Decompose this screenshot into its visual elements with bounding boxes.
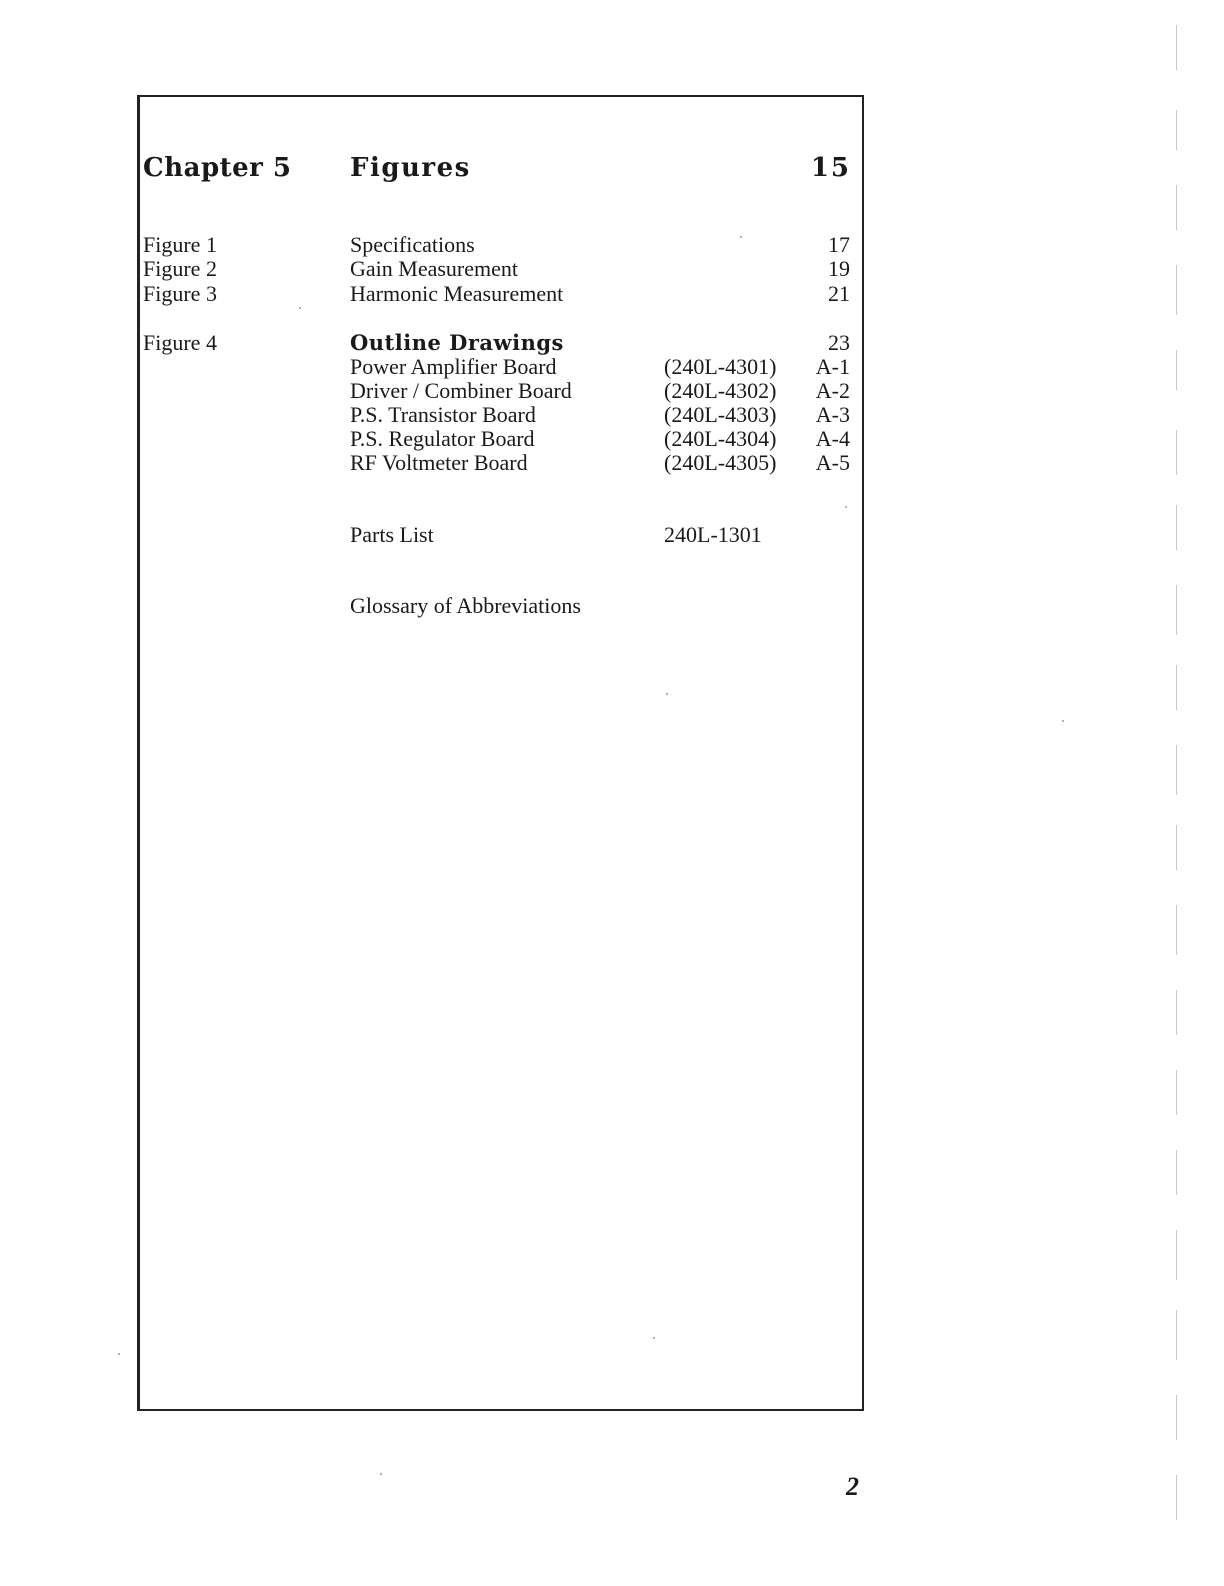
drawing-title: RF Voltmeter Board <box>350 450 528 475</box>
figure-page-number: 21 <box>828 281 850 306</box>
figure-title: Specifications <box>350 232 475 257</box>
drawing-code: (240L-4305) <box>664 450 777 475</box>
figure-page-number: 17 <box>828 232 850 257</box>
drawing-page-number: A-1 <box>815 354 850 379</box>
drawing-code: (240L-4304) <box>664 426 777 451</box>
scan-speck <box>299 307 301 309</box>
scan-mark <box>1176 990 1177 1035</box>
figure-label: Figure 2 <box>143 256 217 281</box>
outline-drawings-heading: Outline Drawings <box>350 330 564 355</box>
drawing-page-number: A-2 <box>815 378 850 403</box>
page-number: 2 <box>846 1472 859 1501</box>
drawing-page-number: A-4 <box>815 426 850 451</box>
drawing-code: (240L-4301) <box>664 354 777 379</box>
scan-mark <box>1176 905 1177 955</box>
scan-mark <box>1176 1310 1177 1360</box>
scan-mark <box>1176 1150 1177 1195</box>
scan-speck <box>653 1337 655 1339</box>
figure-label: Figure 3 <box>143 281 217 306</box>
scan-mark <box>1176 265 1177 315</box>
scan-mark <box>1176 350 1177 390</box>
scan-mark <box>1176 110 1177 150</box>
drawing-page-number: A-3 <box>815 402 850 427</box>
scan-speck <box>118 1353 120 1355</box>
figure-page-number: 19 <box>828 256 850 281</box>
drawing-title: P.S. Regulator Board <box>350 426 535 451</box>
scan-mark <box>1176 745 1177 795</box>
drawing-title: P.S. Transistor Board <box>350 402 536 427</box>
drawing-code: (240L-4302) <box>664 378 777 403</box>
scan-speck <box>380 1473 382 1475</box>
scan-mark <box>1176 185 1177 230</box>
parts-list-code: 240L-1301 <box>664 522 762 547</box>
scan-mark <box>1176 505 1177 550</box>
parts-list-title: Parts List <box>350 522 434 547</box>
scan-edge-marks <box>1172 25 1184 1525</box>
glossary-title: Glossary of Abbreviations <box>350 593 581 618</box>
figure-title: Harmonic Measurement <box>350 281 564 306</box>
scan-speck <box>740 236 742 238</box>
outline-page-number: 23 <box>828 330 850 355</box>
scan-mark <box>1176 825 1177 870</box>
drawing-code: (240L-4303) <box>664 402 777 427</box>
chapter-label: Chapter 5 <box>143 153 292 183</box>
figure-label: Figure 1 <box>143 232 217 257</box>
chapter-title: Figures <box>350 153 471 183</box>
figure-title: Gain Measurement <box>350 256 518 281</box>
chapter-page-number: 15 <box>810 153 851 183</box>
scan-mark <box>1176 1230 1177 1280</box>
scan-mark <box>1176 25 1177 70</box>
scan-mark <box>1176 1070 1177 1115</box>
scan-mark <box>1176 585 1177 635</box>
drawing-title: Power Amplifier Board <box>350 354 557 379</box>
scan-speck <box>666 693 668 695</box>
scan-mark <box>1176 1475 1177 1520</box>
figure-label: Figure 4 <box>143 330 217 355</box>
scan-speck <box>845 506 847 508</box>
scan-mark <box>1176 1395 1177 1440</box>
scan-speck <box>1062 720 1064 722</box>
drawing-title: Driver / Combiner Board <box>350 378 572 403</box>
scan-mark <box>1176 430 1177 475</box>
drawing-page-number: A-5 <box>815 450 850 475</box>
scan-mark <box>1176 665 1177 710</box>
